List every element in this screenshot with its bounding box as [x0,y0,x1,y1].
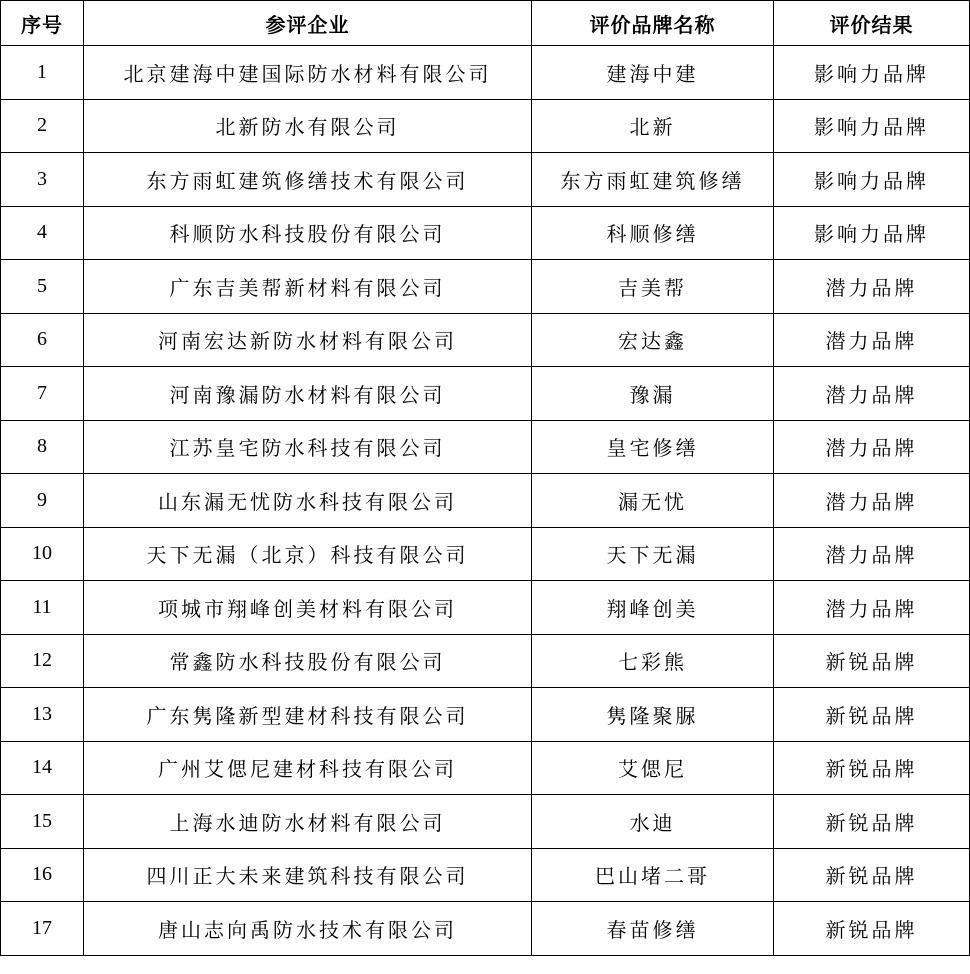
cell-result: 新锐品牌 [774,848,970,902]
cell-brand: 科顺修缮 [532,206,774,260]
table-row [1,848,970,902]
cell-company: 四川正大未来建筑科技有限公司 [84,848,532,902]
header-result: 评价结果 [774,1,970,46]
table-row [1,527,970,581]
table-row [1,902,970,956]
cell-company: 上海水迪防水材料有限公司 [84,795,532,849]
cell-brand: 东方雨虹建筑修缮 [532,153,774,207]
header-company: 参评企业 [84,1,532,46]
table-row [1,474,970,528]
table-row [1,260,970,314]
cell-company: 广州艾偲尼建材科技有限公司 [84,741,532,795]
table-row [1,367,970,421]
cell-result: 潜力品牌 [774,420,970,474]
table-row [1,688,970,742]
cell-brand: 隽隆聚脲 [532,688,774,742]
table-row [1,795,970,849]
table-row [1,581,970,635]
cell-result: 影响力品牌 [774,206,970,260]
table-row [1,634,970,688]
cell-result: 影响力品牌 [774,153,970,207]
cell-index: 4 [1,206,84,260]
cell-index: 2 [1,99,84,153]
cell-result: 影响力品牌 [774,99,970,153]
cell-index: 16 [1,848,84,902]
cell-company: 唐山志向禹防水技术有限公司 [84,902,532,956]
cell-result: 潜力品牌 [774,260,970,314]
cell-brand: 巴山堵二哥 [532,848,774,902]
cell-index: 12 [1,634,84,688]
cell-brand: 艾偲尼 [532,741,774,795]
cell-index: 3 [1,153,84,207]
cell-index: 17 [1,902,84,956]
cell-company: 广东隽隆新型建材科技有限公司 [84,688,532,742]
cell-index: 1 [1,46,84,100]
cell-index: 15 [1,795,84,849]
cell-result: 新锐品牌 [774,902,970,956]
cell-brand: 建海中建 [532,46,774,100]
cell-result: 新锐品牌 [774,688,970,742]
cell-brand: 春苗修缮 [532,902,774,956]
table-header-row [1,1,970,46]
table-row [1,741,970,795]
cell-result: 潜力品牌 [774,313,970,367]
cell-result: 新锐品牌 [774,795,970,849]
cell-index: 8 [1,420,84,474]
cell-company: 江苏皇宅防水科技有限公司 [84,420,532,474]
cell-result: 潜力品牌 [774,367,970,421]
cell-brand: 天下无漏 [532,527,774,581]
cell-company: 东方雨虹建筑修缮技术有限公司 [84,153,532,207]
cell-brand: 水迪 [532,795,774,849]
cell-result: 新锐品牌 [774,741,970,795]
cell-company: 广东吉美帮新材料有限公司 [84,260,532,314]
cell-brand: 豫漏 [532,367,774,421]
table-row [1,313,970,367]
cell-index: 13 [1,688,84,742]
cell-company: 河南豫漏防水材料有限公司 [84,367,532,421]
header-brand: 评价品牌名称 [532,1,774,46]
cell-index: 9 [1,474,84,528]
cell-result: 潜力品牌 [774,581,970,635]
cell-company: 河南宏达新防水材料有限公司 [84,313,532,367]
cell-brand: 北新 [532,99,774,153]
table-row [1,99,970,153]
cell-company: 北新防水有限公司 [84,99,532,153]
cell-index: 11 [1,581,84,635]
cell-brand: 宏达鑫 [532,313,774,367]
table-row [1,420,970,474]
cell-company: 常鑫防水科技股份有限公司 [84,634,532,688]
cell-result: 影响力品牌 [774,46,970,100]
cell-brand: 皇宅修缮 [532,420,774,474]
header-index: 序号 [1,1,84,46]
cell-company: 北京建海中建国际防水材料有限公司 [84,46,532,100]
cell-brand: 漏无忧 [532,474,774,528]
cell-company: 天下无漏（北京）科技有限公司 [84,527,532,581]
cell-brand: 翔峰创美 [532,581,774,635]
cell-index: 7 [1,367,84,421]
cell-result: 新锐品牌 [774,634,970,688]
cell-company: 山东漏无忧防水科技有限公司 [84,474,532,528]
cell-brand: 吉美帮 [532,260,774,314]
table-row [1,46,970,100]
cell-index: 14 [1,741,84,795]
table-row [1,206,970,260]
cell-company: 项城市翔峰创美材料有限公司 [84,581,532,635]
cell-company: 科顺防水科技股份有限公司 [84,206,532,260]
table-row [1,153,970,207]
cell-index: 6 [1,313,84,367]
cell-brand: 七彩熊 [532,634,774,688]
cell-index: 10 [1,527,84,581]
cell-result: 潜力品牌 [774,527,970,581]
cell-result: 潜力品牌 [774,474,970,528]
cell-index: 5 [1,260,84,314]
